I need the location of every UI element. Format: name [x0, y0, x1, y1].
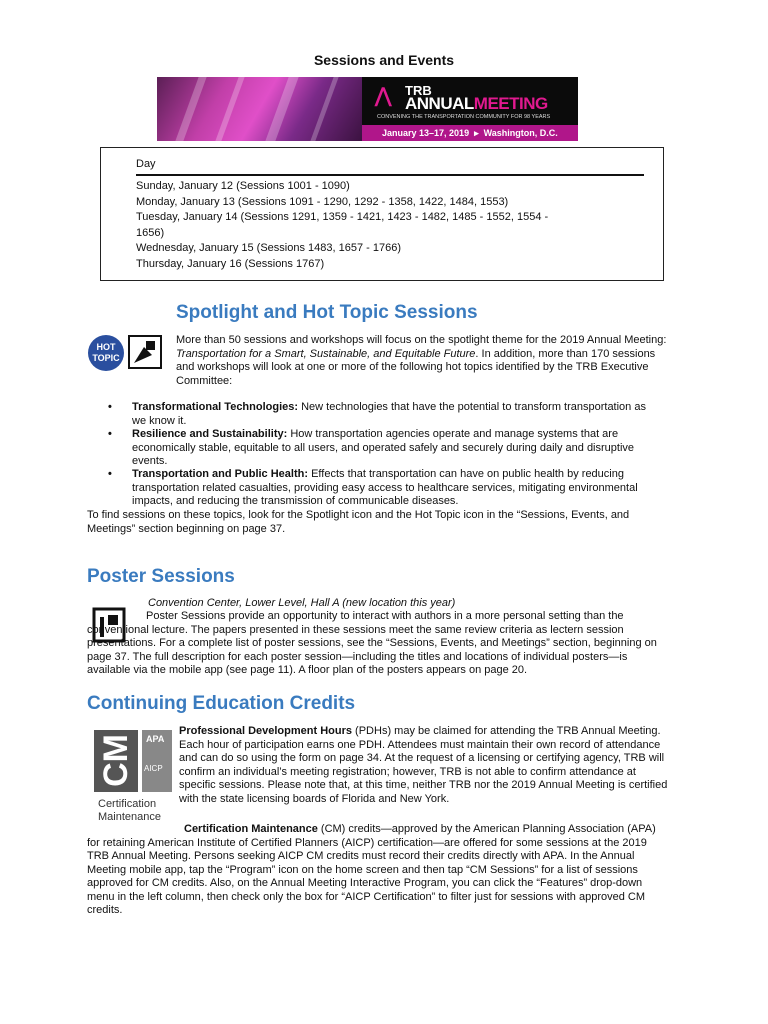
arrow-icon: ▸ — [474, 128, 479, 138]
day-row: Wednesday, January 15 (Sessions 1483, 1657 - 1766) — [136, 242, 401, 254]
banner-date-bar — [362, 125, 578, 141]
poster-location: Convention Center, Lower Level, Hall A (new location this year) — [148, 597, 456, 609]
banner-logo-annual-meeting: ANNUALMEETING — [405, 94, 548, 113]
trb-annual-meeting-banner — [157, 77, 578, 141]
day-row: Tuesday, January 14 (Sessions 1291, 1359 - 1421, 1423 - 1482, 1485 - 1552, 1554 - 1656) — [136, 211, 549, 239]
bullet-icon: • — [108, 468, 112, 480]
banner-tagline: CONVENING THE TRANSPORTATION COMMUNITY FOR 98 YEARS — [377, 114, 551, 120]
certification-maintenance-logo: CM APA AICP Certification Maintenance — [92, 730, 174, 826]
page-title: Sessions and Events — [313, 52, 455, 68]
spotlight-intro: More than 50 sessions and workshops will focus on the spotlight theme for the 2019 Annual Meeting: Transportation for a Smart, Sustainable, and Equitable Future. In addition, more than 170 sessions and workshops will look at one or more of the following hot topics identified by the TRB Executive Committee: — [176, 334, 667, 387]
header-rule — [136, 174, 644, 176]
bullet-icon: • — [108, 428, 112, 440]
day-row: Thursday, January 16 (Sessions 1767) — [136, 257, 325, 270]
day-schedule-table — [100, 147, 664, 281]
day-row: Monday, January 13 (Sessions 1091 - 1290, 1292 - 1358, 1422, 1484, 1553) — [136, 195, 509, 208]
cm-paragraph: Certification Maintenance (CM) credits—approved by the American Planning Association (APA) for retaining American Institute of Certified Planners (AICP) certification—are offered for some sessions at the 2019 TRB Annual Meeting. Persons seeking AICP CM credits must record their credits directly with APA. In the Annual Meeting mobile app, tap the “Program” icon on the home screen and then tap “CM Sessions” for a list of sessions approved for CM credits. Also, on the Annual Meeting Interactive Program, you can click the “Features” drop-down menu in the left column, then check only the box for “AICP Certification” to filter just for sessions with approved CM credits. — [87, 823, 656, 916]
bullet-icon: • — [108, 401, 112, 413]
day-column-header: Day — [136, 158, 156, 170]
spotlight-icon — [128, 335, 162, 369]
spotlight-heading: Spotlight and Hot Topic Sessions — [176, 302, 478, 323]
ce-heading: Continuing Education Credits — [87, 693, 356, 714]
trb-mark-icon: ⋀ — [375, 85, 392, 107]
poster-body: Poster Sessions provide an opportunity to interact with authors in a more personal setting than the conventional lecture. The papers presented in these sessions meet the same review criteria as lectern session presentations. For a complete list of poster sessions, see the “Sessions, Events, and Meetings” section, beginning on page 37. The full description for each poster session—including the titles and locations of individual posters—is available via the mobile app (see page 11). A floor plan of the posters appears on page 20. — [87, 610, 657, 676]
list-item: • Transformational Technologies: New technologies that have the potential to transform transportation as we know it. — [108, 401, 646, 427]
spotlight-footer: To find sessions on these topics, look for the Spotlight icon and the Hot Topic icon in the “Sessions, Events, and Meetings” section beginning on page 37. — [87, 509, 630, 535]
hot-topic-icon: HOT TOPIC — [88, 335, 124, 371]
day-row: Sunday, January 12 (Sessions 1001 - 1090) — [136, 180, 350, 192]
banner-logo-trb: TRB — [405, 83, 432, 98]
list-item: • Transportation and Public Health: Effects that transportation can have on public health by reducing transportation related casualties, providing easy access to healthcare services, mitigating environmental impacts, and reducing the transmission of communicable diseases. — [108, 468, 638, 507]
list-item: • Resilience and Sustainability: How transportation agencies operate and manage systems that are economically stable, equitable to all users, and operated safely and securely during daily and disruptive events. — [108, 428, 635, 467]
banner-location: Washington, D.C. — [483, 128, 558, 138]
pdh-paragraph: Professional Development Hours (PDHs) may be claimed for attending the TRB Annual Meeting. Each hour of participation earns one PDH. Attendees must maintain their own record of attendance and can do so using the form on page 34. At the request of a licensing or certifying agency, TRB will confirm an individual’s meeting registration; however, TRB is not able to confirm attendance at specific sessions. Please note that, at this time, neither TRB nor the 2019 Annual Meeting is certified with the state licensing boards of Florida and New York. — [179, 725, 668, 805]
banner-photo — [157, 77, 362, 141]
poster-heading: Poster Sessions — [87, 566, 235, 587]
day-list — [136, 179, 556, 272]
banner-dates: January 13–17, 2019 — [382, 128, 470, 138]
